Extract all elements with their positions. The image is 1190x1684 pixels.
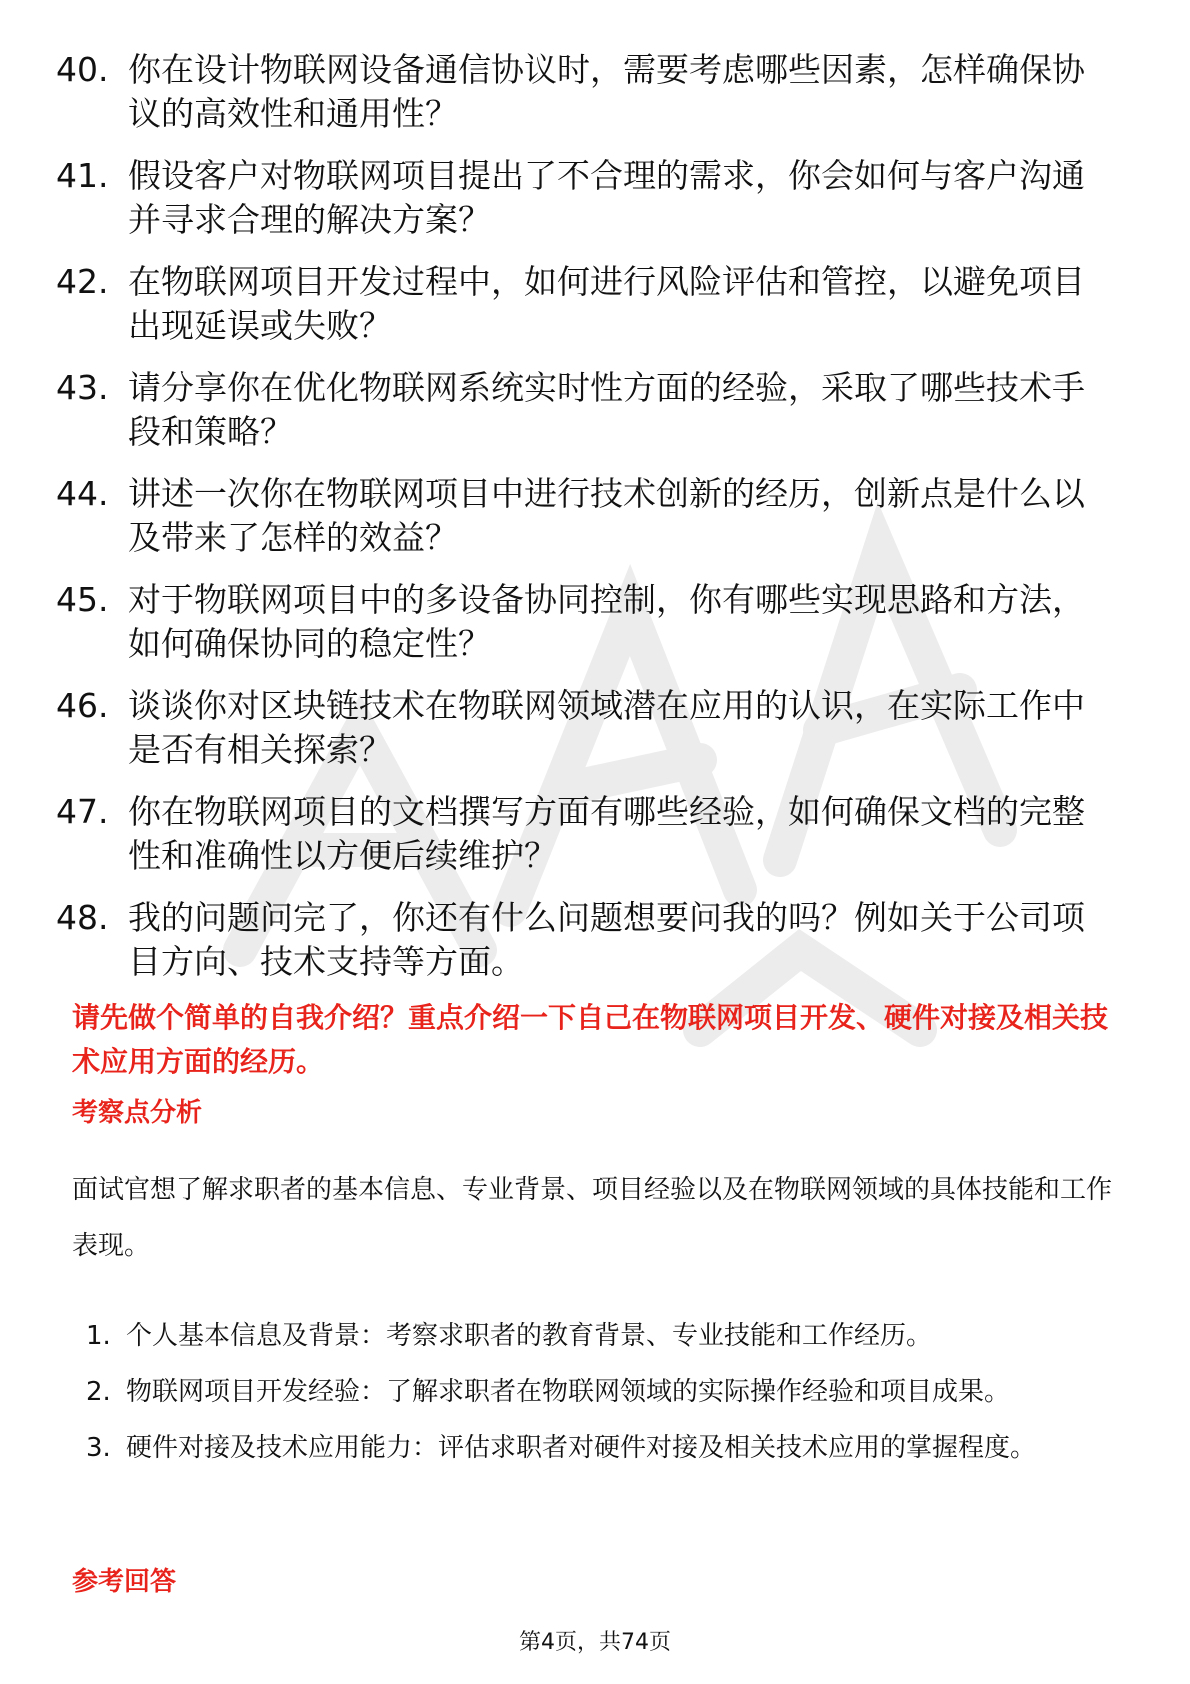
analysis-point-number: 3. [86,1433,111,1463]
question-item [56,684,1136,772]
question-item [56,896,1136,984]
question-number: 43. [56,368,109,407]
analysis-heading: 考察点分析 [72,1098,203,1128]
question-number: 44. [56,474,109,513]
question-item [56,260,1136,348]
analysis-point [86,1308,1126,1364]
question-text: 假设客户对物联网项目提出了不合理的需求，你会如何与客户沟通并寻求合理的解决方案？ [128,156,1085,239]
question-number: 45. [56,580,109,619]
intro-question: 请先做个简单的自我介绍？重点介绍一下自己在物联网项目开发、硬件对接及相关技术应用方面的经历。 [72,1001,1109,1078]
question-number: 46. [56,686,109,725]
question-text: 谈谈你对区块链技术在物联网领域潜在应用的认识，在实际工作中是否有相关探索？ [128,686,1085,769]
question-item [56,578,1136,666]
analysis-point-number: 1. [86,1321,111,1351]
question-text: 讲述一次你在物联网项目中进行技术创新的经历，创新点是什么以及带来了怎样的效益？ [128,474,1085,557]
question-item [56,154,1136,242]
question-number: 42. [56,262,109,301]
question-number: 47. [56,792,109,831]
analysis-point [86,1364,1126,1420]
question-list [56,48,1136,1002]
question-item [56,48,1136,136]
question-text: 请分享你在优化物联网系统实时性方面的经验，采取了哪些技术手段和策略？ [128,368,1085,451]
question-number: 40. [56,50,109,89]
question-text: 我的问题问完了，你还有什么问题想要问我的吗？例如关于公司项目方向、技术支持等方面。 [128,898,1085,981]
analysis-point-text: 硬件对接及技术应用能力：评估求职者对硬件对接及相关技术应用的掌握程度。 [126,1433,1037,1463]
question-item [56,472,1136,560]
analysis-point-list [86,1308,1126,1476]
question-text: 在物联网项目开发过程中，如何进行风险评估和管控，以避免项目出现延误或失败？ [128,262,1085,345]
analysis-point [86,1420,1126,1476]
question-text: 你在物联网项目的文档撰写方面有哪些经验，如何确保文档的完整性和准确性以方便后续维护？ [128,792,1085,875]
page-footer: 第4页，共74页 [519,1630,671,1655]
answer-heading: 参考回答 [72,1567,177,1597]
question-item [56,366,1136,454]
question-text: 你在设计物联网设备通信协议时，需要考虑哪些因素，怎样确保协议的高效性和通用性？ [128,50,1085,133]
analysis-paragraph: 面试官想了解求职者的基本信息、专业背景、项目经验以及在物联网领域的具体技能和工作表现。 [72,1175,1113,1261]
question-number: 48. [56,898,109,937]
analysis-point-text: 物联网项目开发经验：了解求职者在物联网领域的实际操作经验和项目成果。 [126,1377,1011,1407]
analysis-point-text: 个人基本信息及背景：考察求职者的教育背景、专业技能和工作经历。 [126,1321,933,1351]
question-number: 41. [56,156,109,195]
question-item [56,790,1136,878]
analysis-point-number: 2. [86,1377,111,1407]
question-text: 对于物联网项目中的多设备协同控制，你有哪些实现思路和方法，如何确保协同的稳定性？ [128,580,1085,663]
